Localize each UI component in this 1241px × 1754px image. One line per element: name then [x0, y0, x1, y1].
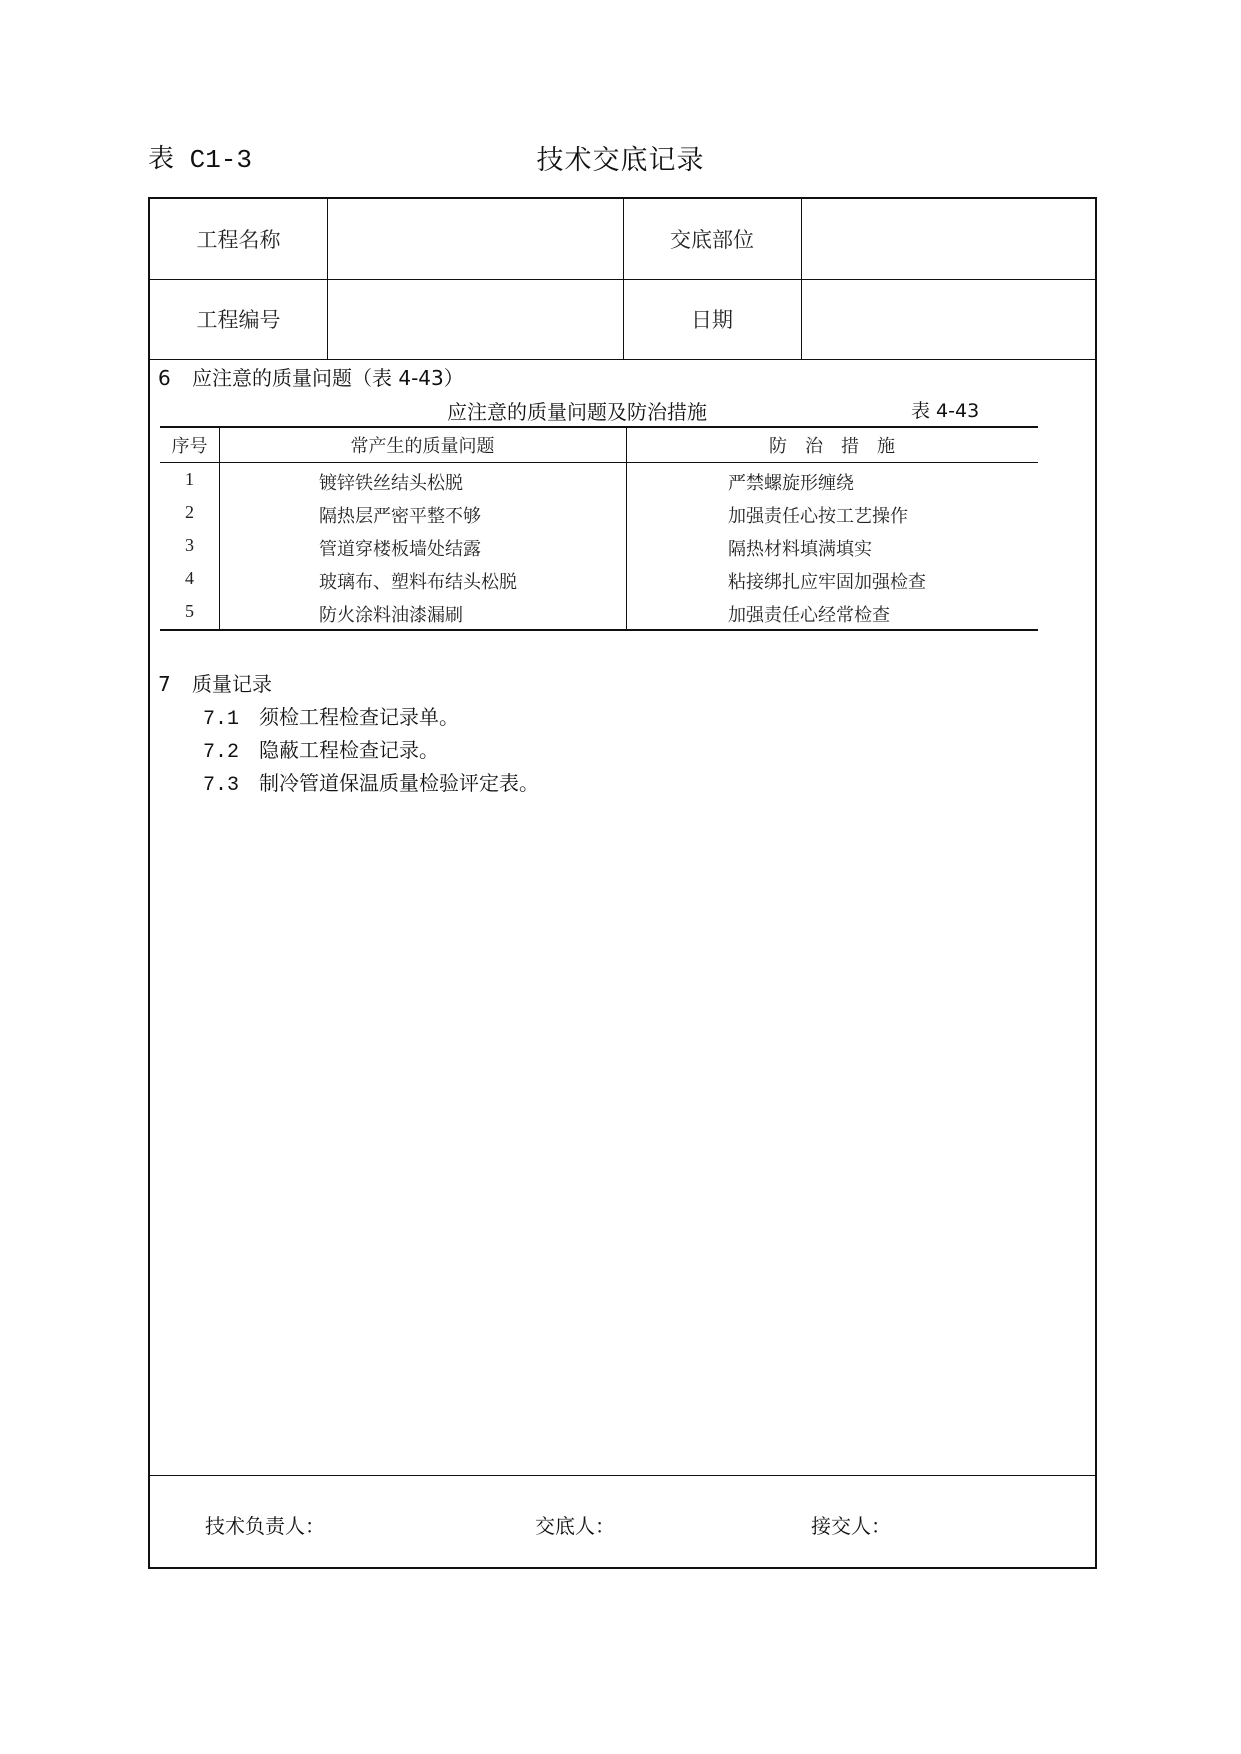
project-number-label: 工程编号 [196, 308, 281, 332]
section-6-number: 6 [158, 366, 171, 390]
section-7-heading [158, 668, 272, 697]
quality-problems-table [160, 426, 1038, 631]
row-5-no: 5 [185, 601, 194, 621]
section-7-item [203, 767, 539, 797]
row-3-problem: 管道穿楼板墙处结露 [319, 539, 481, 559]
row-5-measure: 加强责任心经常检查 [728, 605, 890, 625]
item-number: 7.1 [203, 708, 240, 731]
section-6-heading [158, 362, 464, 391]
handover-part-field[interactable] [801, 199, 1095, 279]
col-header-measure: 防 治 措 施 [769, 436, 895, 456]
date-label: 日期 [691, 308, 733, 332]
section-7-item [203, 701, 459, 731]
item-text: 须检工程检查记录单。 [259, 705, 459, 729]
header-bottom-divider [150, 359, 1095, 360]
form-code: 表 C1-3 [148, 145, 253, 175]
table-caption: 应注意的质量问题及防治措施 [447, 400, 707, 424]
section-7-item [203, 734, 439, 764]
table-bottom-rule [160, 629, 1038, 631]
handover-part-label: 交底部位 [670, 228, 754, 252]
row-1-measure: 严禁螺旋形缠绕 [728, 473, 854, 493]
project-name-field[interactable] [327, 199, 623, 279]
table-header-rule [160, 462, 1038, 463]
row-4-no: 4 [185, 568, 194, 588]
row-3-no: 3 [185, 535, 194, 555]
project-number-field[interactable] [327, 279, 623, 359]
handover-by-signature-label: 交底人： [535, 1514, 615, 1538]
section-7-title: 质量记录 [192, 672, 272, 696]
section-6-title: 应注意的质量问题（表 4-43） [192, 366, 464, 390]
row-2-measure: 加强责任心按工艺操作 [728, 506, 908, 526]
item-text: 隐蔽工程检查记录。 [259, 738, 439, 762]
tech-lead-signature-label: 技术负责人： [205, 1514, 325, 1538]
row-2-no: 2 [185, 502, 194, 522]
date-field[interactable] [801, 279, 1095, 359]
project-name-label: 工程名称 [196, 228, 281, 252]
row-5-problem: 防火涂料油漆漏刷 [319, 605, 463, 625]
row-4-problem: 玻璃布、塑料布结头松脱 [319, 572, 517, 592]
item-number: 7.2 [203, 741, 240, 764]
row-2-problem: 隔热层严密平整不够 [319, 506, 481, 526]
row-1-problem: 镀锌铁丝结头松脱 [319, 473, 463, 493]
col-header-no: 序号 [171, 436, 208, 456]
row-1-no: 1 [185, 469, 194, 489]
row-3-measure: 隔热材料填满填实 [728, 539, 872, 559]
row-4-measure: 粘接绑扎应牢固加强检查 [728, 572, 926, 592]
item-number: 7.3 [203, 774, 240, 797]
signature-divider [150, 1475, 1095, 1476]
section-7-number: 7 [158, 672, 171, 696]
col-header-problem: 常产生的质量问题 [350, 436, 495, 456]
table-reference: 表 4-43 [911, 400, 980, 422]
receiver-signature-label: 接交人： [811, 1514, 891, 1538]
item-text: 制冷管道保温质量检验评定表。 [259, 771, 539, 795]
form-title: 技术交底记录 [536, 145, 705, 176]
table-top-rule [160, 426, 1038, 428]
